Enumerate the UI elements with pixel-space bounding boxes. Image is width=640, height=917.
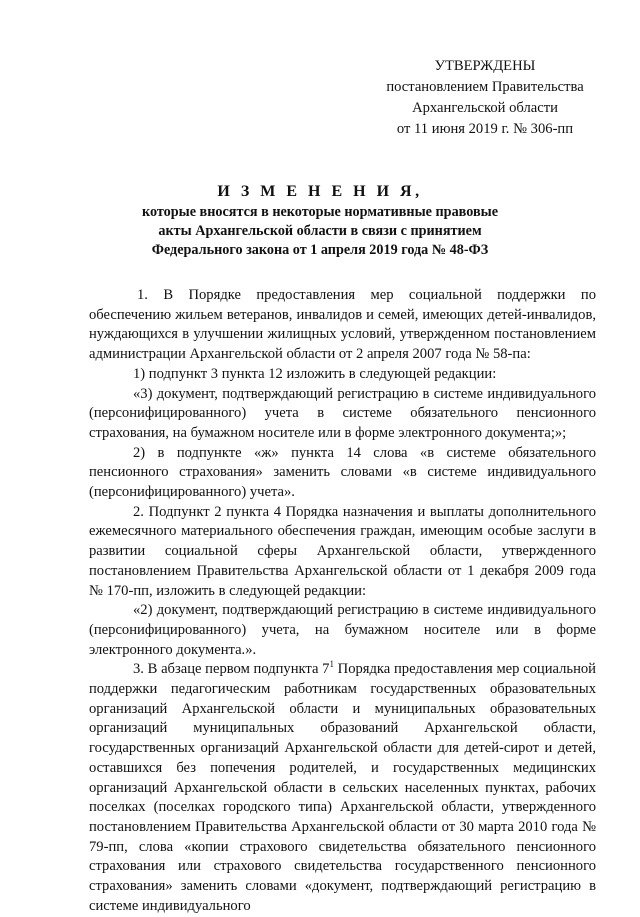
title-line: Федерального закона от 1 апреля 2019 года № 48-ФЗ	[151, 242, 489, 258]
paragraph: «2) документ, подтверждающий регистрацию в системе индивидуального (персонифицированного) учета, на бумажном носителе или в форме электронного документа.».	[89, 602, 596, 658]
approval-line: постановлением Правительства	[386, 79, 584, 95]
paragraph-text: Порядка предоставления мер социальной поддержки педагогическим работникам государственных образовательных организаций Архангельской области и муниципальных образовательных организаций муниципальных образований Архангельской области, государственных организаций Архангельской области для детей-сирот и детей, оставшихся без попечения родителей, и государственных медицинских организаций Архангельской области в сельских населенных пунктах, рабочих поселках (поселках городского типа) Архангельской области, утвержденного постановлением Правительства Архангельской области от 30 марта 2010 года № 79-пп, слова «копии страхового свидетельства обязательного пенсионного страхования или страхового свидетельства государственного пенсионного страхования» заменить словами «документ, подтверждающий регистрацию в системе индивидуального	[89, 661, 596, 914]
document-title	[90, 182, 550, 260]
title-main: И З М Е Н Е Н И Я,	[217, 183, 423, 200]
paragraph: «3) документ, подтверждающий регистрацию в системе индивидуального (персонифицированного) учета в системе обязательного пенсионного страхования, на бумажном носителе или в форме электронного документа;»;	[89, 385, 596, 441]
approval-line: Архангельской области	[412, 100, 558, 116]
superscript: 1	[329, 659, 334, 670]
paragraph	[89, 660, 596, 916]
document-body	[89, 286, 596, 917]
approval-stamp	[355, 56, 615, 140]
approval-date: от 11 июня 2019 г. № 306-пп	[396, 121, 574, 137]
title-line: которые вносятся в некоторые нормативные правовые	[141, 204, 499, 220]
title-line: акты Архангельской области в связи с принятием	[158, 223, 482, 239]
paragraph: 1) подпункт 3 пункта 12 изложить в следующей редакции:	[133, 365, 497, 382]
paragraph: 2. Подпункт 2 пункта 4 Порядка назначения и выплаты дополнительного ежемесячного материального обеспечения граждан, имеющим особые заслуги в развитии социальной сферы Архангельской области, утвержденного постановлением Правительства Архангельской области от 1 декабря 2009 года № 170-пп, изложить в следующей редакции:	[89, 503, 596, 599]
approval-heading: УТВЕРЖДЕНЫ	[434, 58, 536, 74]
paragraph-text: 3. В абзаце первом подпункта 7	[133, 661, 330, 678]
paragraph: 2) в подпункте «ж» пункта 14 слова «в системе обязательного пенсионного страхования» заменить словами «в системе индивидуального (персонифицированного) учета».	[89, 444, 596, 501]
paragraph: 1. В Порядке предоставления мер социальной поддержки по обеспечению жильем ветеранов, инвалидов и семей, имеющих детей-инвалидов, нуждающихся в улучшении жилищных условий, утвержденном постановлением администрации Архангельской области от 2 апреля 2007 года № 58-па:	[89, 287, 596, 363]
